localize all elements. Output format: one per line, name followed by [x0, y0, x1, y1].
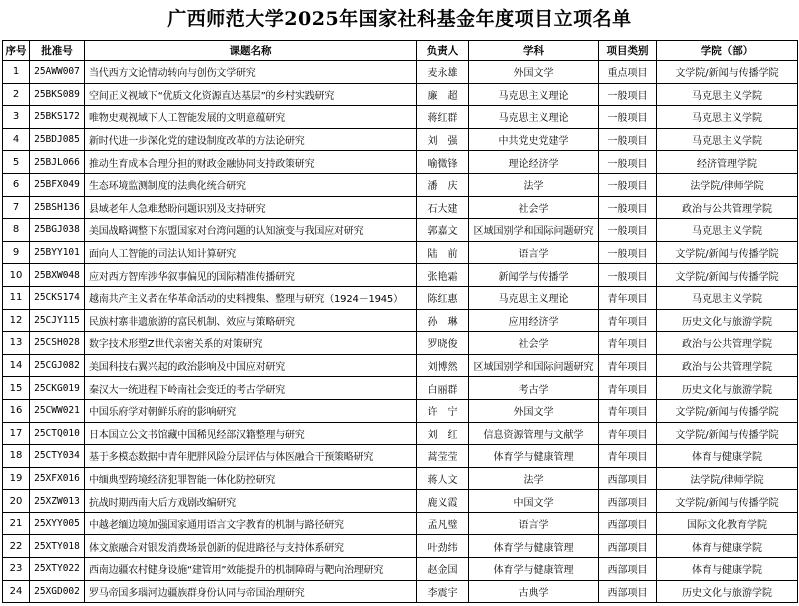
table-row [3, 106, 798, 129]
table-row [3, 512, 798, 535]
cell-approval-number: 25XFX016 [30, 467, 85, 490]
cell-category: 一般项目 [599, 219, 657, 242]
cell-category: 西部项目 [599, 490, 657, 513]
cell-college: 文学院/新闻与传播学院 [657, 61, 798, 84]
cell-index: 5 [3, 151, 30, 174]
cell-college: 体育与健康学院 [657, 558, 798, 581]
cell-discipline: 马克思主义理论 [469, 286, 599, 309]
cell-discipline: 新闻学与传播学 [469, 264, 599, 287]
cell-approval-number: 25XTY022 [30, 558, 85, 581]
cell-project-name: 美国战略调整下东盟国家对台湾问题的认知演变与我国应对研究 [85, 219, 417, 242]
cell-approval-number: 25CTY034 [30, 445, 85, 468]
cell-project-name: 中国乐府学对朝鲜乐府的影响研究 [85, 399, 417, 422]
cell-category: 青年项目 [599, 377, 657, 400]
cell-college: 文学院/新闻与传播学院 [657, 422, 798, 445]
cell-college: 政治与公共管理学院 [657, 332, 798, 355]
cell-leader: 陆 前 [417, 241, 469, 264]
cell-project-name: 新时代进一步深化党的建设制度改革的方法论研究 [85, 128, 417, 151]
cell-project-name: 当代西方文论情动转向与创伤文学研究 [85, 61, 417, 84]
cell-index: 3 [3, 106, 30, 129]
cell-leader: 蒋红群 [417, 106, 469, 129]
cell-category: 青年项目 [599, 422, 657, 445]
cell-index: 21 [3, 512, 30, 535]
cell-discipline: 信息资源管理与文献学 [469, 422, 599, 445]
cell-category: 一般项目 [599, 83, 657, 106]
header-leader: 负责人 [417, 41, 469, 61]
cell-leader: 罗晓俊 [417, 332, 469, 355]
table-row [3, 196, 798, 219]
cell-project-name: 空间正义视域下“优质文化资源直达基层”的乡村实践研究 [85, 83, 417, 106]
cell-college: 文学院/新闻与传播学院 [657, 241, 798, 264]
table-row [3, 377, 798, 400]
cell-leader: 刘 强 [417, 128, 469, 151]
table-row [3, 399, 798, 422]
cell-college: 历史文化与旅游学院 [657, 580, 798, 603]
header-category: 项目类别 [599, 41, 657, 61]
cell-leader: 叶劲纬 [417, 535, 469, 558]
cell-index: 13 [3, 332, 30, 355]
cell-category: 一般项目 [599, 264, 657, 287]
table-row [3, 580, 798, 603]
cell-category: 青年项目 [599, 309, 657, 332]
cell-leader: 孟凡璧 [417, 512, 469, 535]
cell-index: 2 [3, 83, 30, 106]
cell-discipline: 体育学与健康管理 [469, 558, 599, 581]
cell-approval-number: 25BYY101 [30, 241, 85, 264]
cell-leader: 李震宇 [417, 580, 469, 603]
cell-college: 政治与公共管理学院 [657, 196, 798, 219]
table-body [3, 61, 798, 603]
cell-index: 23 [3, 558, 30, 581]
cell-approval-number: 25BJL066 [30, 151, 85, 174]
cell-discipline: 马克思主义理论 [469, 106, 599, 129]
cell-index: 4 [3, 128, 30, 151]
table-row [3, 422, 798, 445]
cell-college: 历史文化与旅游学院 [657, 377, 798, 400]
cell-project-name: 抗战时期西南大后方戏剧改编研究 [85, 490, 417, 513]
cell-index: 18 [3, 445, 30, 468]
cell-leader: 许 宁 [417, 399, 469, 422]
header-approval-number: 批准号 [30, 41, 85, 61]
cell-approval-number: 25BKS089 [30, 83, 85, 106]
cell-discipline: 外国文学 [469, 399, 599, 422]
cell-leader: 麦永雄 [417, 61, 469, 84]
cell-approval-number: 25BDJ085 [30, 128, 85, 151]
cell-discipline: 考古学 [469, 377, 599, 400]
cell-college: 马克思主义学院 [657, 106, 798, 129]
cell-discipline: 区域国别学和国际问题研究 [469, 354, 599, 377]
cell-approval-number: 25CKS174 [30, 286, 85, 309]
cell-project-name: 生态环境监测制度的法典化统合研究 [85, 173, 417, 196]
cell-discipline: 中国文学 [469, 490, 599, 513]
header-index: 序号 [3, 41, 30, 61]
table-row [3, 445, 798, 468]
cell-leader: 刘博然 [417, 354, 469, 377]
cell-index: 10 [3, 264, 30, 287]
cell-project-name: 推动生育成本合理分担的财政金融协同支持政策研究 [85, 151, 417, 174]
cell-college: 体育与健康学院 [657, 535, 798, 558]
cell-college: 经济管理学院 [657, 151, 798, 174]
cell-leader: 张艳霜 [417, 264, 469, 287]
cell-leader: 郭嘉文 [417, 219, 469, 242]
cell-college: 历史文化与旅游学院 [657, 309, 798, 332]
cell-approval-number: 25BXW048 [30, 264, 85, 287]
header-college: 学院（部） [657, 41, 798, 61]
cell-approval-number: 25CWW021 [30, 399, 85, 422]
table-row [3, 309, 798, 332]
cell-project-name: 基于多模态数据中青年肥胖风险分层评估与体医融合干预策略研究 [85, 445, 417, 468]
table-row [3, 219, 798, 242]
cell-college: 文学院/新闻与传播学院 [657, 264, 798, 287]
cell-discipline: 语言学 [469, 512, 599, 535]
table-row [3, 535, 798, 558]
cell-discipline: 理论经济学 [469, 151, 599, 174]
cell-discipline: 马克思主义理论 [469, 83, 599, 106]
cell-category: 青年项目 [599, 399, 657, 422]
cell-discipline: 古典学 [469, 580, 599, 603]
cell-college: 马克思主义学院 [657, 83, 798, 106]
cell-college: 体育与健康学院 [657, 445, 798, 468]
cell-index: 12 [3, 309, 30, 332]
cell-discipline: 中共党史党建学 [469, 128, 599, 151]
cell-category: 青年项目 [599, 354, 657, 377]
table-row [3, 558, 798, 581]
cell-discipline: 应用经济学 [469, 309, 599, 332]
cell-college: 文学院/新闻与传播学院 [657, 399, 798, 422]
table-row [3, 354, 798, 377]
cell-category: 重点项目 [599, 61, 657, 84]
cell-project-name: 面向人工智能的司法认知计算研究 [85, 241, 417, 264]
table-row [3, 264, 798, 287]
cell-discipline: 外国文学 [469, 61, 599, 84]
cell-college: 法学院/律师学院 [657, 173, 798, 196]
cell-approval-number: 25CKG019 [30, 377, 85, 400]
cell-discipline: 社会学 [469, 196, 599, 219]
cell-index: 1 [3, 61, 30, 84]
table-row [3, 151, 798, 174]
cell-college: 政治与公共管理学院 [657, 354, 798, 377]
cell-project-name: 越南共产主义者在华革命活动的史料搜集、整理与研究（1924－1945） [85, 286, 417, 309]
cell-index: 16 [3, 399, 30, 422]
cell-college: 文学院/新闻与传播学院 [657, 490, 798, 513]
cell-index: 11 [3, 286, 30, 309]
cell-approval-number: 25CTQ010 [30, 422, 85, 445]
cell-index: 20 [3, 490, 30, 513]
cell-index: 15 [3, 377, 30, 400]
cell-college: 国际文化教育学院 [657, 512, 798, 535]
table-row [3, 332, 798, 355]
cell-project-name: 应对西方智库涉华叙事偏见的国际精准传播研究 [85, 264, 417, 287]
cell-leader: 廉 超 [417, 83, 469, 106]
cell-index: 17 [3, 422, 30, 445]
cell-category: 西部项目 [599, 580, 657, 603]
table-row [3, 241, 798, 264]
cell-index: 8 [3, 219, 30, 242]
header-discipline: 学科 [469, 41, 599, 61]
cell-approval-number: 25XYY005 [30, 512, 85, 535]
cell-discipline: 体育学与健康管理 [469, 445, 599, 468]
cell-college: 马克思主义学院 [657, 219, 798, 242]
table-row [3, 61, 798, 84]
cell-leader: 潘 庆 [417, 173, 469, 196]
cell-category: 青年项目 [599, 286, 657, 309]
cell-leader: 喻微锋 [417, 151, 469, 174]
cell-discipline: 体育学与健康管理 [469, 535, 599, 558]
cell-leader: 蒿莹莹 [417, 445, 469, 468]
cell-project-name: 中越老缅边境加强国家通用语言文字教育的机制与路径研究 [85, 512, 417, 535]
cell-project-name: 数字技术形塑Z世代亲密关系的对策研究 [85, 332, 417, 355]
cell-leader: 白丽群 [417, 377, 469, 400]
cell-category: 西部项目 [599, 535, 657, 558]
cell-project-name: 日本国立公文书馆藏中国稀见经部汉籍整理与研究 [85, 422, 417, 445]
cell-leader: 赵金国 [417, 558, 469, 581]
cell-approval-number: 25BFX049 [30, 173, 85, 196]
cell-approval-number: 25AWW007 [30, 61, 85, 84]
cell-college: 马克思主义学院 [657, 128, 798, 151]
cell-discipline: 法学 [469, 173, 599, 196]
header-project-name: 课题名称 [85, 41, 417, 61]
cell-category: 一般项目 [599, 241, 657, 264]
table-row [3, 173, 798, 196]
cell-project-name: 中缅典型跨境经济犯罪智能一体化防控研究 [85, 467, 417, 490]
table-row [3, 467, 798, 490]
cell-index: 22 [3, 535, 30, 558]
cell-leader: 刘 红 [417, 422, 469, 445]
cell-discipline: 社会学 [469, 332, 599, 355]
cell-category: 青年项目 [599, 445, 657, 468]
cell-leader: 石大建 [417, 196, 469, 219]
cell-category: 一般项目 [599, 128, 657, 151]
cell-approval-number: 25XTY018 [30, 535, 85, 558]
cell-index: 9 [3, 241, 30, 264]
cell-category: 青年项目 [599, 332, 657, 355]
cell-discipline: 区域国别学和国际问题研究 [469, 219, 599, 242]
cell-project-name: 县域老年人急难愁盼问题识别及支持研究 [85, 196, 417, 219]
table-row [3, 286, 798, 309]
table-row [3, 128, 798, 151]
cell-project-name: 美国科技右翼兴起的政治影响及中国应对研究 [85, 354, 417, 377]
cell-approval-number: 25CGJ082 [30, 354, 85, 377]
project-table [2, 40, 798, 603]
cell-approval-number: 25BSH136 [30, 196, 85, 219]
cell-project-name: 唯物史观视域下人工智能发展的文明意蕴研究 [85, 106, 417, 129]
cell-approval-number: 25BKS172 [30, 106, 85, 129]
cell-index: 24 [3, 580, 30, 603]
cell-project-name: 民族村寨非遗旅游的富民机制、效应与策略研究 [85, 309, 417, 332]
cell-category: 一般项目 [599, 151, 657, 174]
cell-leader: 鹿义霞 [417, 490, 469, 513]
document-title: 广西师范大学2025年国家社科基金年度项目立项名单 [167, 8, 632, 30]
cell-index: 14 [3, 354, 30, 377]
cell-category: 西部项目 [599, 558, 657, 581]
cell-index: 7 [3, 196, 30, 219]
table-row [3, 83, 798, 106]
cell-category: 一般项目 [599, 196, 657, 219]
cell-approval-number: 25CJY115 [30, 309, 85, 332]
cell-discipline: 法学 [469, 467, 599, 490]
cell-index: 6 [3, 173, 30, 196]
cell-discipline: 语言学 [469, 241, 599, 264]
cell-project-name: 西南边疆农村健身设施“建管用”效能提升的机制障碍与靶向治理研究 [85, 558, 417, 581]
cell-index: 19 [3, 467, 30, 490]
cell-approval-number: 25CSH028 [30, 332, 85, 355]
cell-approval-number: 25XGD002 [30, 580, 85, 603]
cell-project-name: 秦汉大一统进程下岭南社会变迁的考古学研究 [85, 377, 417, 400]
cell-project-name: 体文旅融合对银发消费场景创新的促进路径与支持体系研究 [85, 535, 417, 558]
cell-leader: 孙 琳 [417, 309, 469, 332]
cell-college: 马克思主义学院 [657, 286, 798, 309]
cell-category: 一般项目 [599, 106, 657, 129]
table-header-row [3, 41, 798, 61]
cell-category: 西部项目 [599, 467, 657, 490]
cell-approval-number: 25BGJ038 [30, 219, 85, 242]
cell-college: 法学院/律师学院 [657, 467, 798, 490]
cell-project-name: 罗马帝国多瑙河边疆族群身份认同与帝国治理研究 [85, 580, 417, 603]
cell-approval-number: 25XZW013 [30, 490, 85, 513]
table-row [3, 490, 798, 513]
cell-leader: 陈红惠 [417, 286, 469, 309]
cell-leader: 蒋人文 [417, 467, 469, 490]
cell-category: 一般项目 [599, 173, 657, 196]
cell-category: 西部项目 [599, 512, 657, 535]
